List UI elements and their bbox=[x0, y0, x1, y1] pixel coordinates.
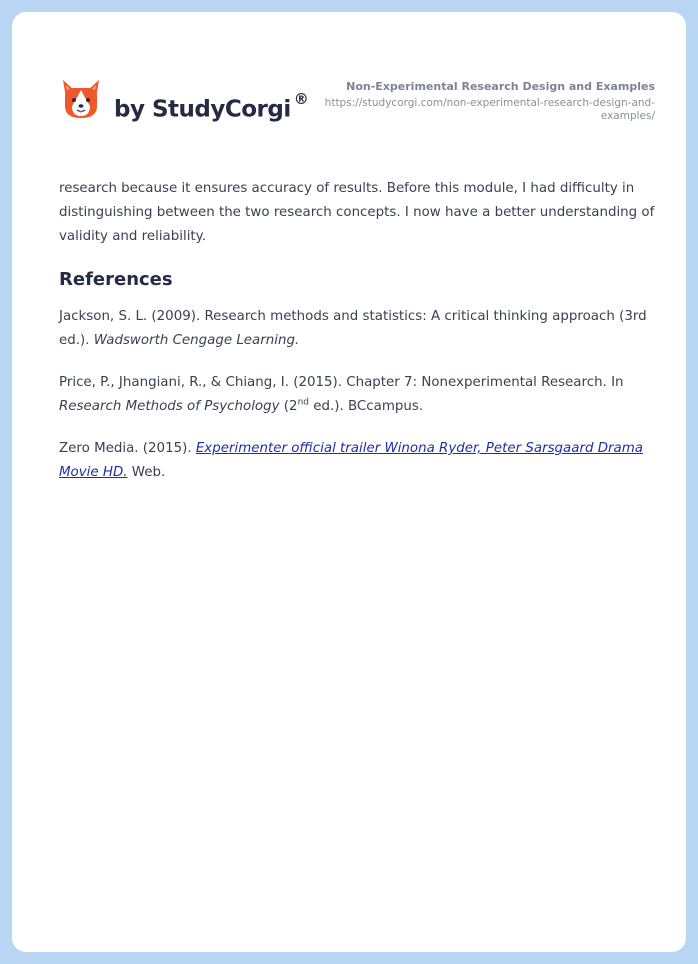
document-content bbox=[59, 177, 659, 503]
body-paragraph: research because it ensures accuracy of results. Before this module, I had difficulty in distinguishing between the two research concepts. I now have a better understanding of validity and reliability. bbox=[59, 181, 655, 244]
reference-link[interactable]: Experimenter official trailer Winona Ryder, Peter Sarsgaard Drama Movie HD. bbox=[59, 441, 643, 480]
studycorgi-logo[interactable] bbox=[60, 76, 102, 122]
document-header bbox=[315, 80, 655, 123]
document-title: Non-Experimental Research Design and Examples bbox=[346, 80, 655, 93]
reference-item: Jackson, S. L. (2009). Research methods and statistics: A critical thinking approach (3rd ed.). Wadsworth Cengage Learning. bbox=[59, 309, 647, 348]
references-heading: References bbox=[59, 269, 173, 290]
document-page bbox=[12, 12, 686, 952]
reference-item: Zero Media. (2015). Experimenter official trailer Winona Ryder, Peter Sarsgaard Drama Movie HD. Web. bbox=[59, 441, 643, 480]
reference-publisher: Wadsworth Cengage Learning. bbox=[93, 333, 300, 348]
brand-text: by StudyCorgi bbox=[114, 96, 291, 123]
reference-book-title: Research Methods of Psychology bbox=[59, 399, 280, 414]
reference-item: Price, P., Jhangiani, R., & Chiang, I. (2015). Chapter 7: Nonexperimental Research. In Research Methods of Psychology (2nd ed.). BCcampus. bbox=[59, 375, 624, 414]
document-url: https://studycorgi.com/non-experimental-research-design-and-examples/ bbox=[324, 97, 655, 122]
brand-name[interactable] bbox=[114, 90, 309, 123]
registered-mark: ® bbox=[293, 90, 309, 108]
corgi-logo-icon bbox=[60, 76, 102, 122]
